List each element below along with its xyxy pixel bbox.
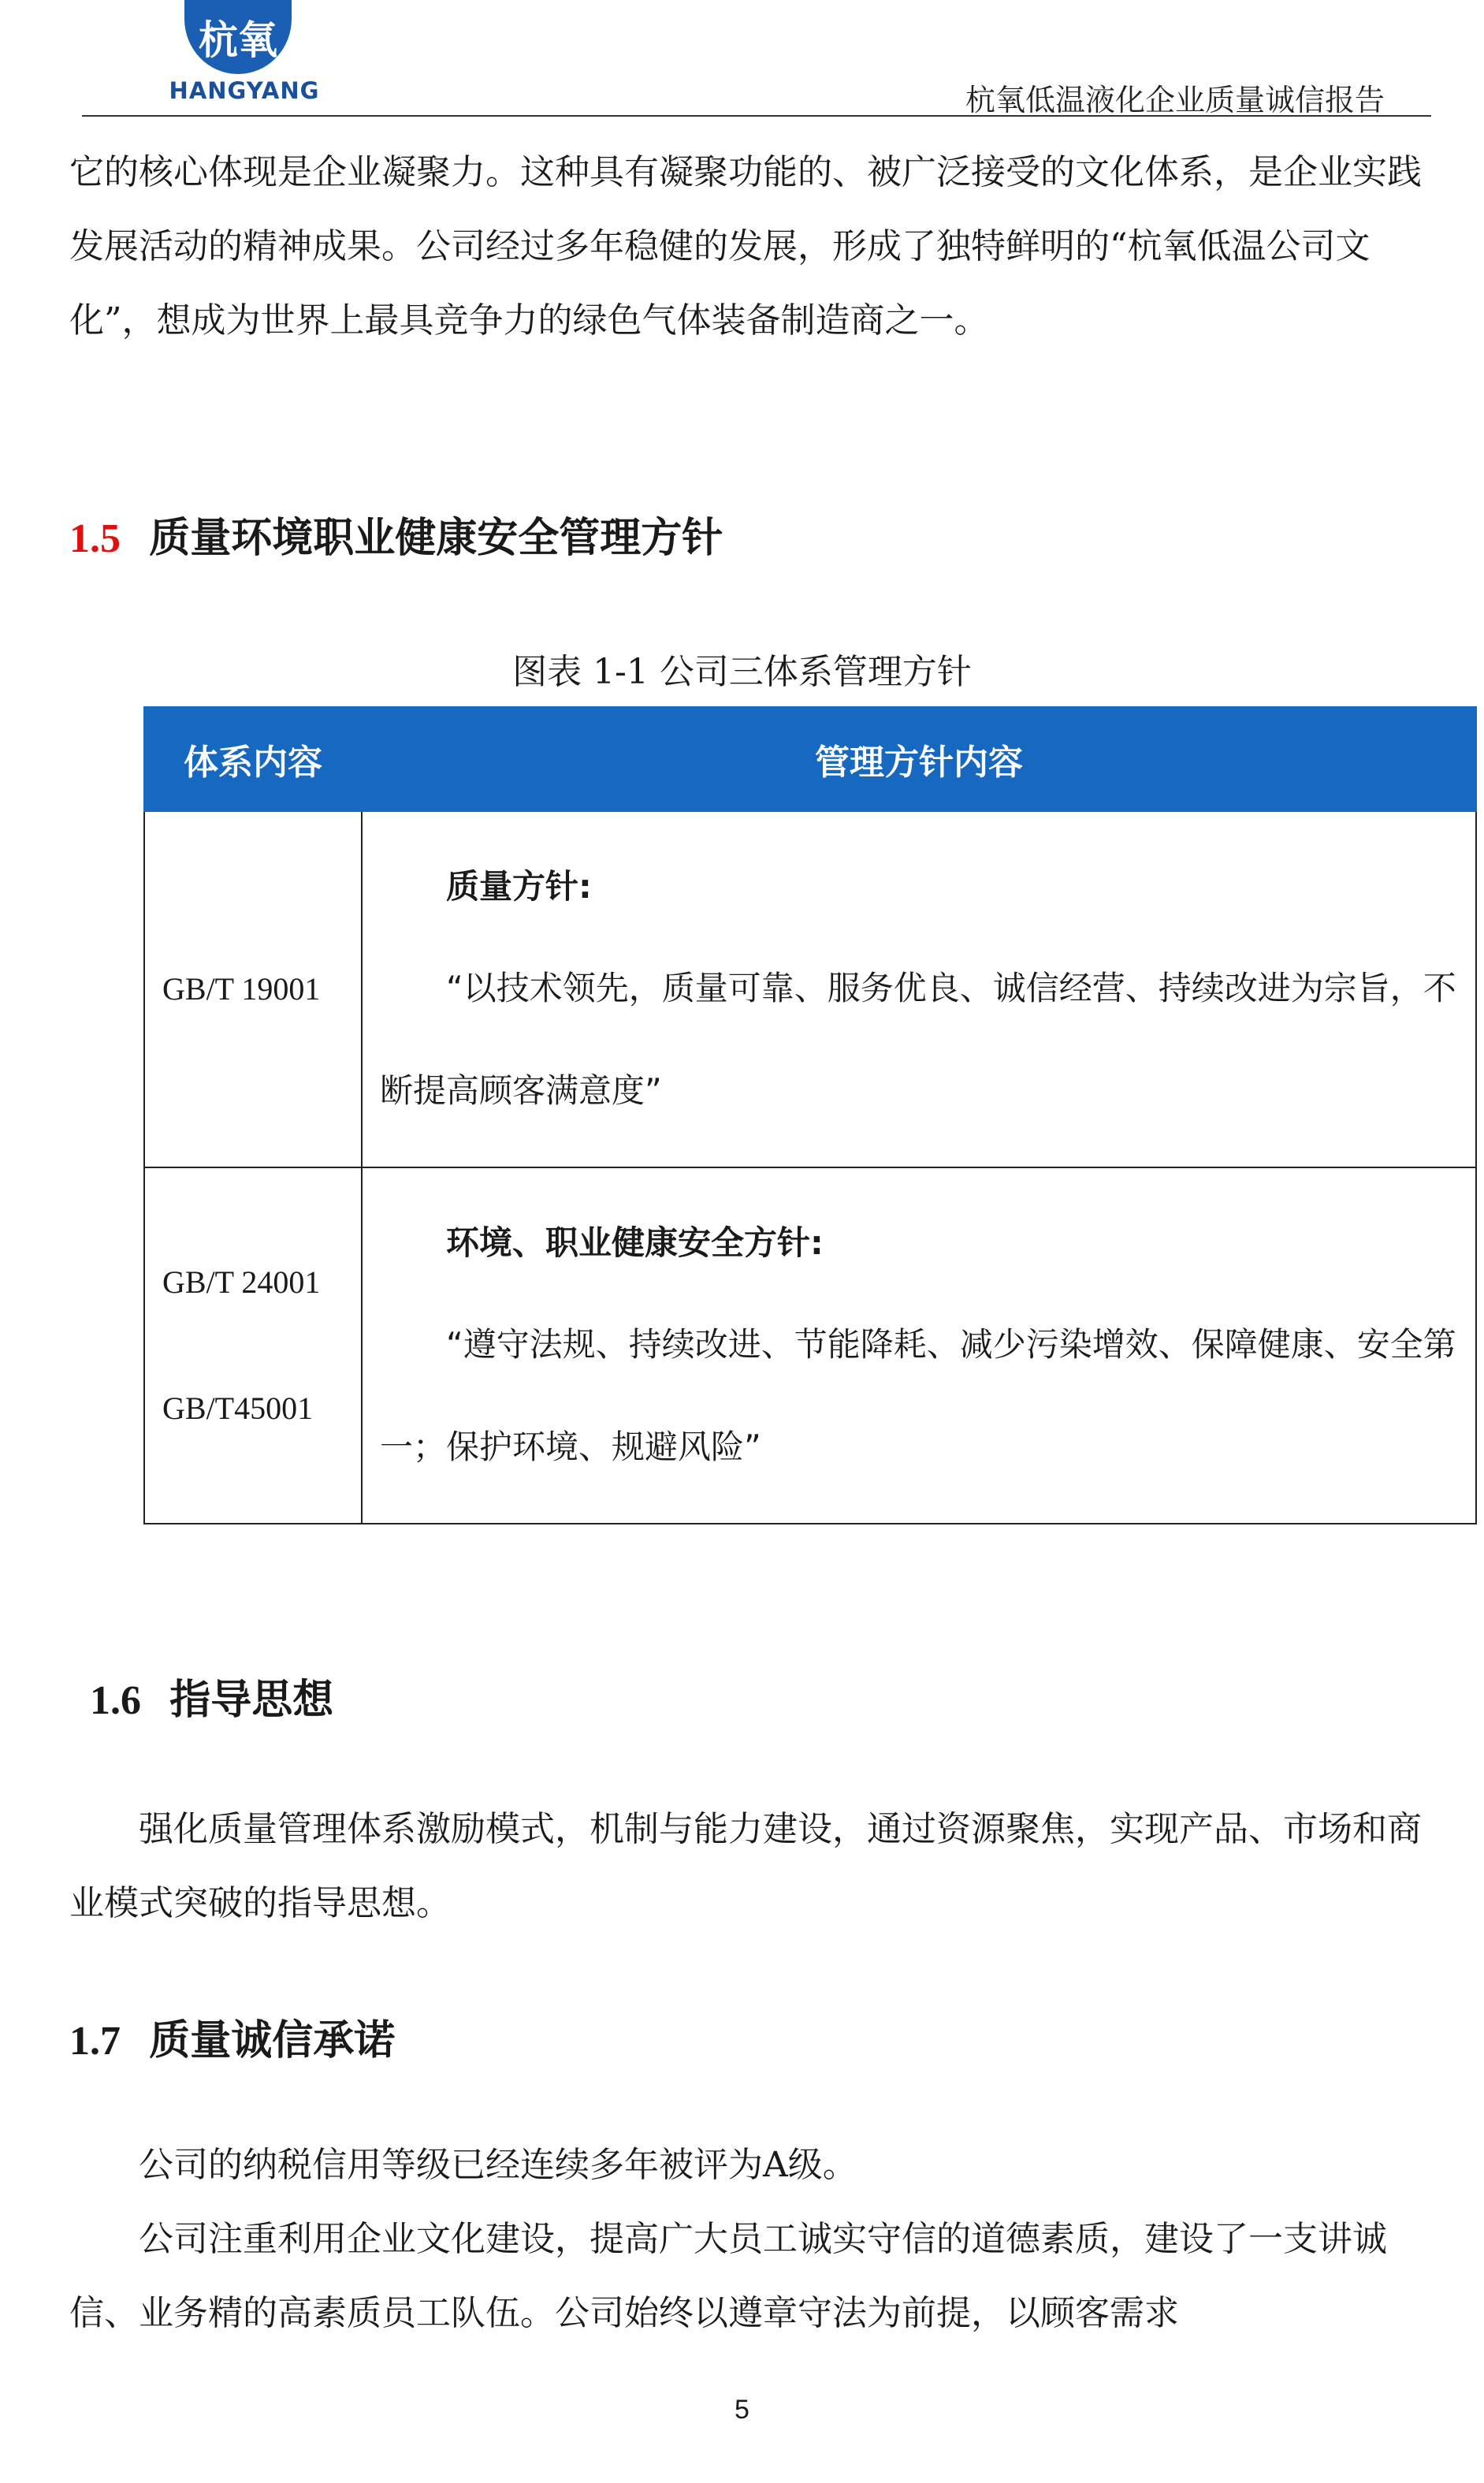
section-number: 1.6 [90, 1678, 141, 1723]
section-number: 1.5 [69, 516, 121, 561]
section-1-6-body [69, 1792, 1441, 1941]
policy-label: 质量方针: [446, 867, 592, 906]
logo-cn-text: 杭氧 [199, 17, 277, 63]
policy-text: “以技术领先，质量可靠、服务优良、诚信经营、持续改进为宗旨，不断提高顾客满意度” [380, 969, 1456, 1110]
report-title: 杭氧低温液化企业质量诚信报告 [965, 83, 1385, 117]
section-heading-1-7 [69, 2007, 395, 2066]
body-text: 强化质量管理体系激励模式，机制与能力建设，通过资源聚焦，实现产品、市场和商业模式突破的指导思想。 [69, 1809, 1422, 1923]
header-divider [82, 115, 1431, 117]
header-system: 体系内容 [144, 707, 362, 811]
table-row [144, 1167, 1476, 1524]
page-number: 5 [735, 2395, 749, 2425]
policy-cell [362, 1167, 1476, 1524]
intro-text: 它的核心体现是企业凝聚力。这种具有凝聚功能的、被广泛接受的文化体系，是企业实践发展活动的精神成果。公司经过多年稳健的发展，形成了独特鲜明的“杭氧低温公司文化”，想成为世界上最具竞争力的绿色气体装备制造商之一。 [69, 152, 1422, 341]
section-title: 指导思想 [169, 1676, 334, 1724]
table-row [144, 811, 1476, 1167]
logo-en-text: HANGYANG [169, 77, 320, 104]
section-heading-1-5 [69, 504, 723, 564]
section-number: 1.7 [69, 2019, 121, 2064]
section-title: 质量诚信承诺 [149, 2016, 396, 2064]
body-text: 公司的纳税信用等级已经连续多年被评为A级。 [139, 2145, 857, 2185]
policy-label: 环境、职业健康安全方针: [446, 1223, 824, 1262]
system-cell [144, 1167, 362, 1524]
system-cell [144, 811, 362, 1167]
policy-cell [362, 811, 1476, 1167]
section-heading-1-6 [90, 1666, 333, 1725]
header-policy: 管理方针内容 [362, 707, 1476, 811]
policy-text: “遵守法规、持续改进、节能降耗、减少污染增效、保障健康、安全第一；保护环境、规避风险” [380, 1325, 1456, 1466]
intro-paragraph [69, 136, 1441, 358]
body-text: 公司注重利用企业文化建设，提高广大员工诚实守信的道德素质，建设了一支讲诚信、业务精的高素质员工队伍。公司始终以遵章守法为前提，以顾客需求 [69, 2219, 1387, 2333]
system-code: GB/T 19001 [162, 971, 321, 1007]
policy-table [143, 706, 1477, 1524]
section-1-7-body [69, 2128, 1441, 2351]
table-header-row [144, 707, 1476, 811]
table-caption: 图表 1-1 公司三体系管理方针 [512, 652, 972, 692]
system-code: GB/T45001 [162, 1390, 314, 1426]
section-title: 质量环境职业健康安全管理方针 [149, 514, 723, 562]
system-code: GB/T 24001 [162, 1264, 321, 1300]
company-logo [184, 0, 292, 74]
